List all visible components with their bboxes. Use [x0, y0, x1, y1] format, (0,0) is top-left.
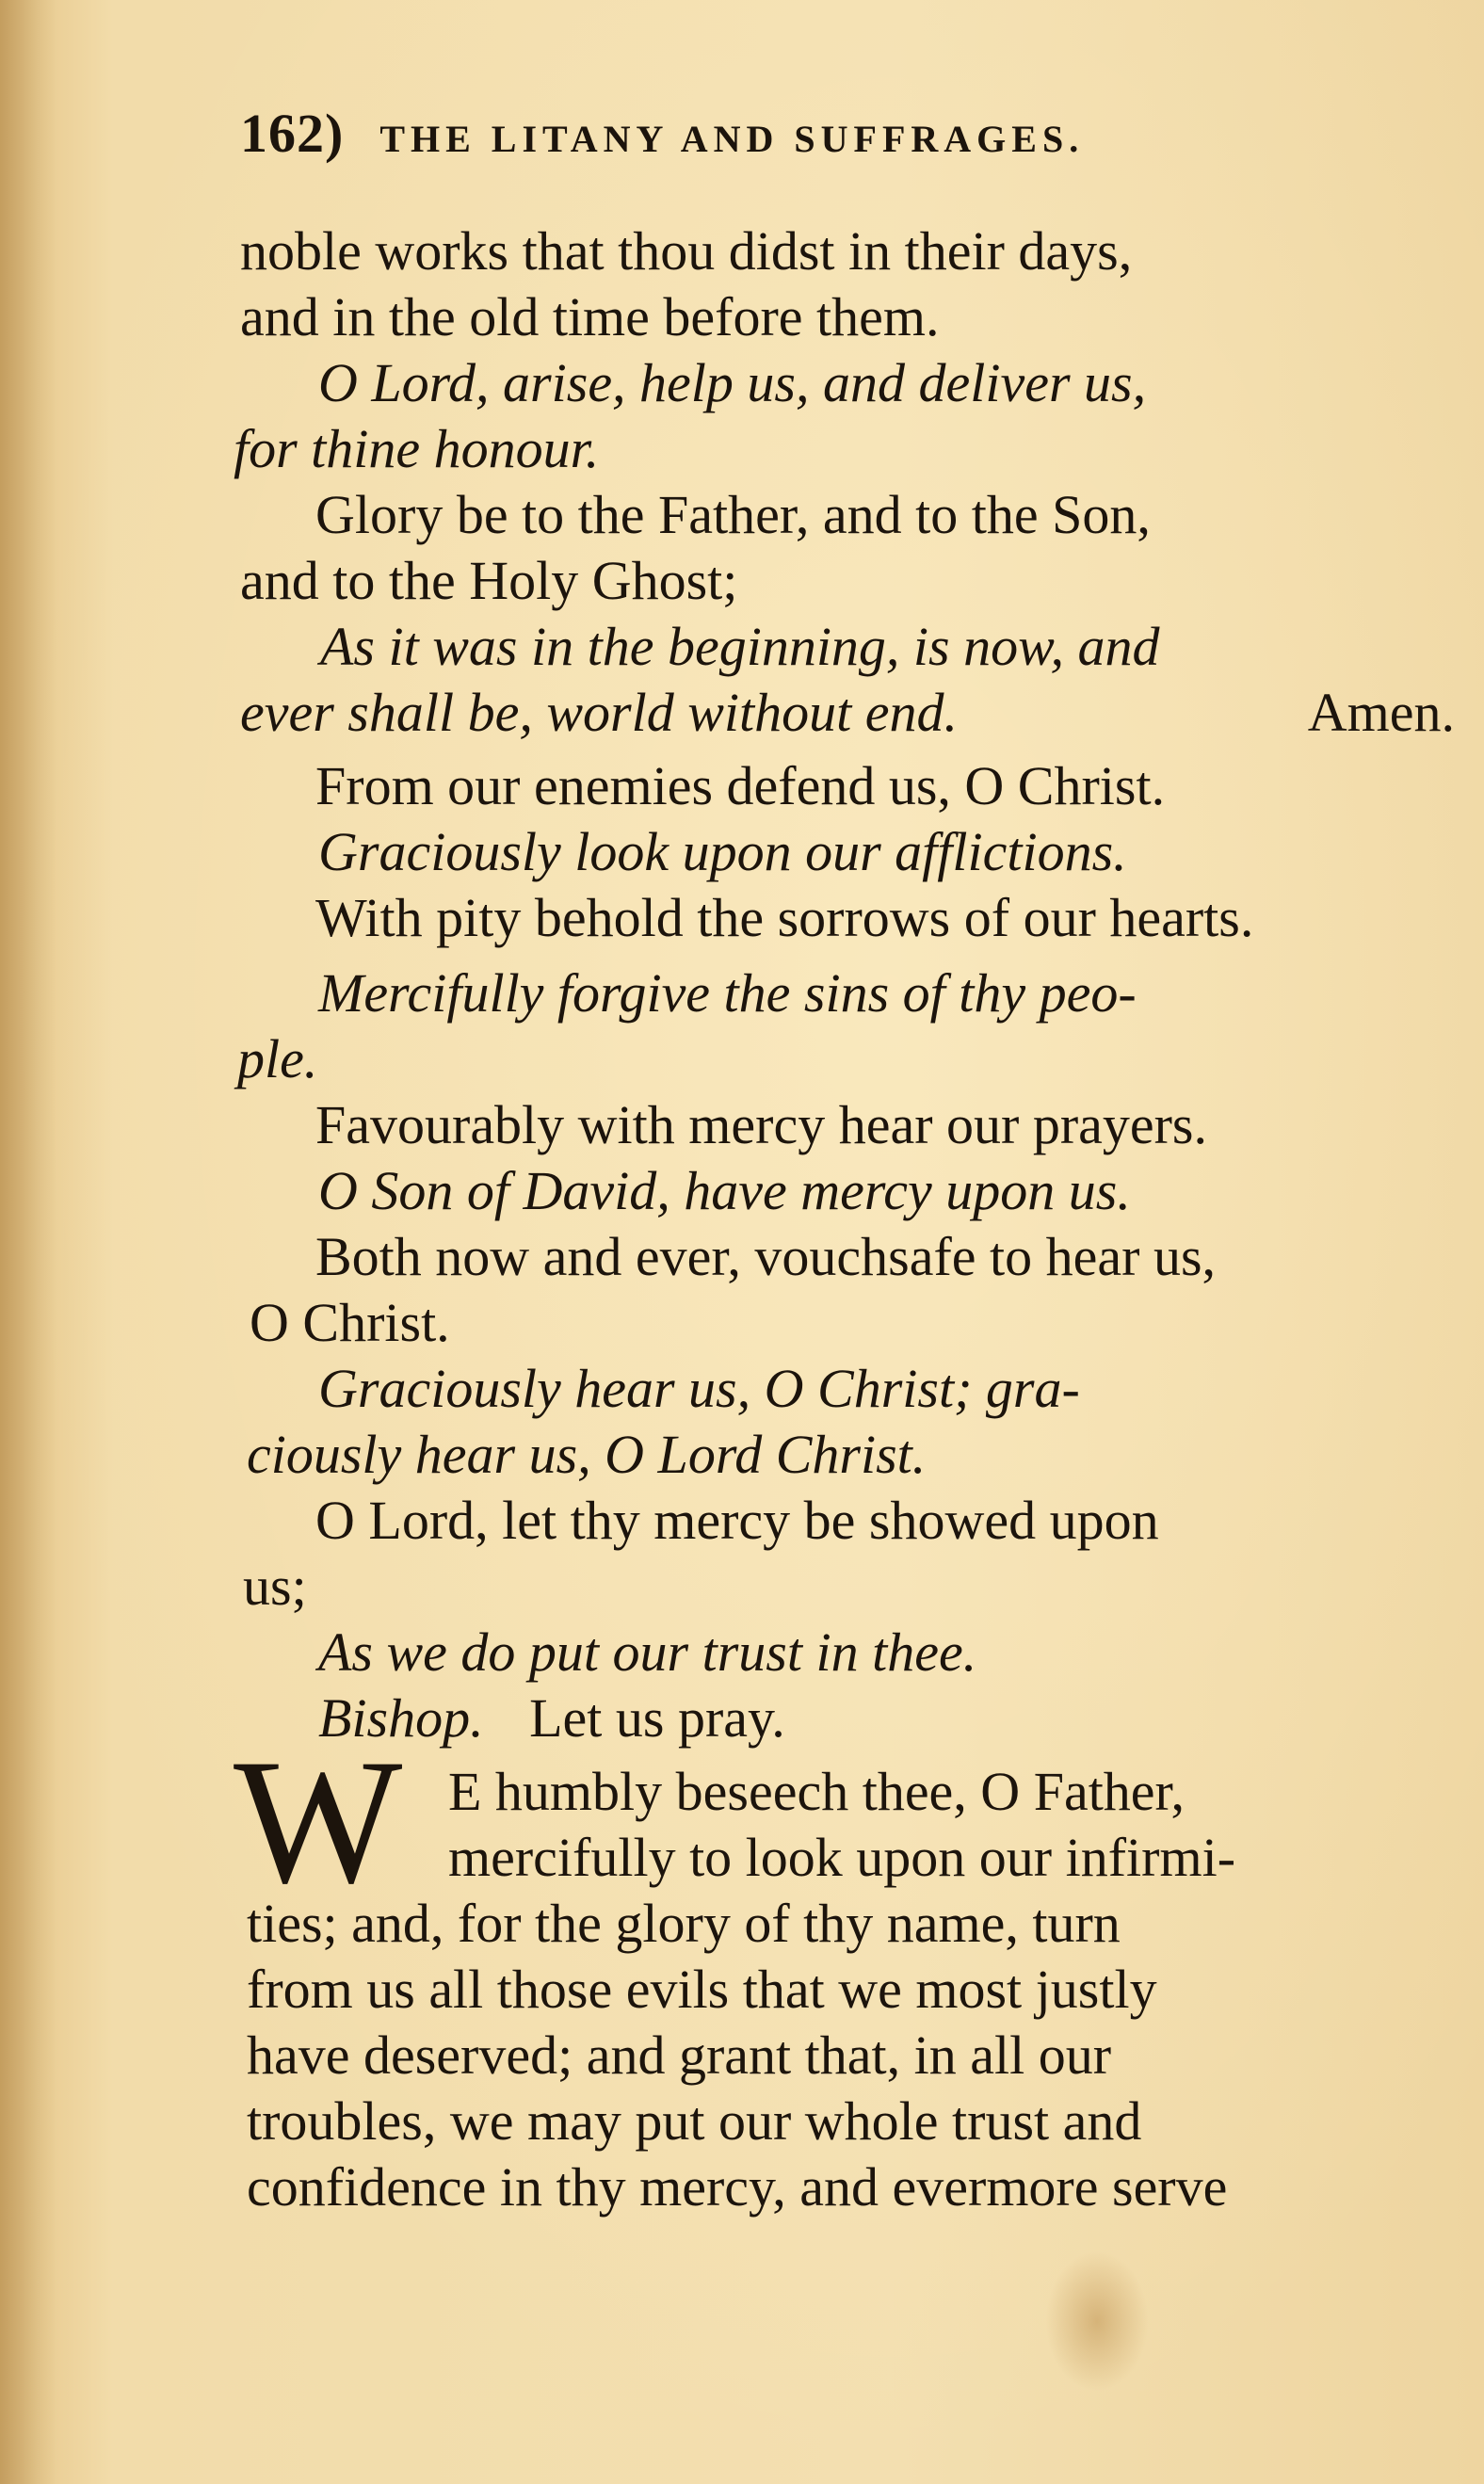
text-line: and to the Holy Ghost; — [240, 550, 738, 611]
text-line: Graciously look upon our afflictions. — [318, 821, 1127, 882]
let-us-pray: Let us pray. — [529, 1687, 785, 1749]
drop-cap: W — [234, 1723, 403, 1921]
text-line: O Son of David, have mercy upon us. — [318, 1160, 1131, 1221]
prayer-line: confidence in thy mercy, and evermore serve — [247, 2156, 1228, 2218]
prayer-line: E humbly beseech thee, O Father, — [448, 1761, 1186, 1822]
text-line: O Christ. — [250, 1292, 450, 1353]
running-head: THE LITANY AND SUFFRAGES. — [379, 118, 1085, 160]
text-line: for thine honour. — [234, 418, 600, 479]
prayer-line: have deserved; and grant that, in all our — [247, 2024, 1112, 2086]
page-number: 162) — [240, 103, 345, 164]
text-line: us; — [243, 1556, 307, 1617]
text-line: O Lord, arise, help us, and deliver us, — [318, 352, 1147, 413]
text-line: O Lord, let thy mercy be showed upon — [315, 1490, 1159, 1551]
text-line: and in the old time before them. — [240, 286, 940, 347]
prayer-line: ties; and, for the glory of thy name, turn — [247, 1893, 1121, 1954]
text-line: Both now and ever, vouchsafe to hear us, — [315, 1226, 1217, 1287]
prayer-line: mercifully to look upon our infirmi- — [448, 1827, 1236, 1888]
text-line: noble works that thou didst in their days, — [240, 220, 1133, 282]
text-line: As it was in the beginning, is now, and — [320, 616, 1160, 677]
text-line: ple. — [237, 1028, 318, 1089]
paper-stain — [1045, 2250, 1149, 2392]
text-line: With pity behold the sorrows of our hearts. — [315, 887, 1254, 948]
text-line: Glory be to the Father, and to the Son, — [315, 484, 1151, 545]
page-header — [240, 102, 1323, 177]
text-line: As we do put our trust in thee. — [318, 1621, 977, 1683]
gutter-shadow — [0, 0, 56, 2484]
text-line: Mercifully forgive the sins of thy peo- — [318, 962, 1137, 1024]
prayer-line: from us all those evils that we most justly — [247, 1959, 1157, 2020]
text-line: Graciously hear us, O Christ; gra- — [318, 1358, 1080, 1419]
text-line: Bishop. Let us pray. — [318, 1687, 785, 1749]
text-line: ever shall be, world without end. Amen. — [240, 680, 1455, 746]
text-line: From our enemies defend us, O Christ. — [315, 755, 1166, 816]
text-line: Favourably with mercy hear our prayers. — [315, 1094, 1208, 1155]
prayer-line: troubles, we may put our whole trust and — [247, 2090, 1142, 2152]
amen-word: Amen. — [1307, 682, 1455, 743]
text-line: ciously hear us, O Lord Christ. — [247, 1424, 927, 1485]
